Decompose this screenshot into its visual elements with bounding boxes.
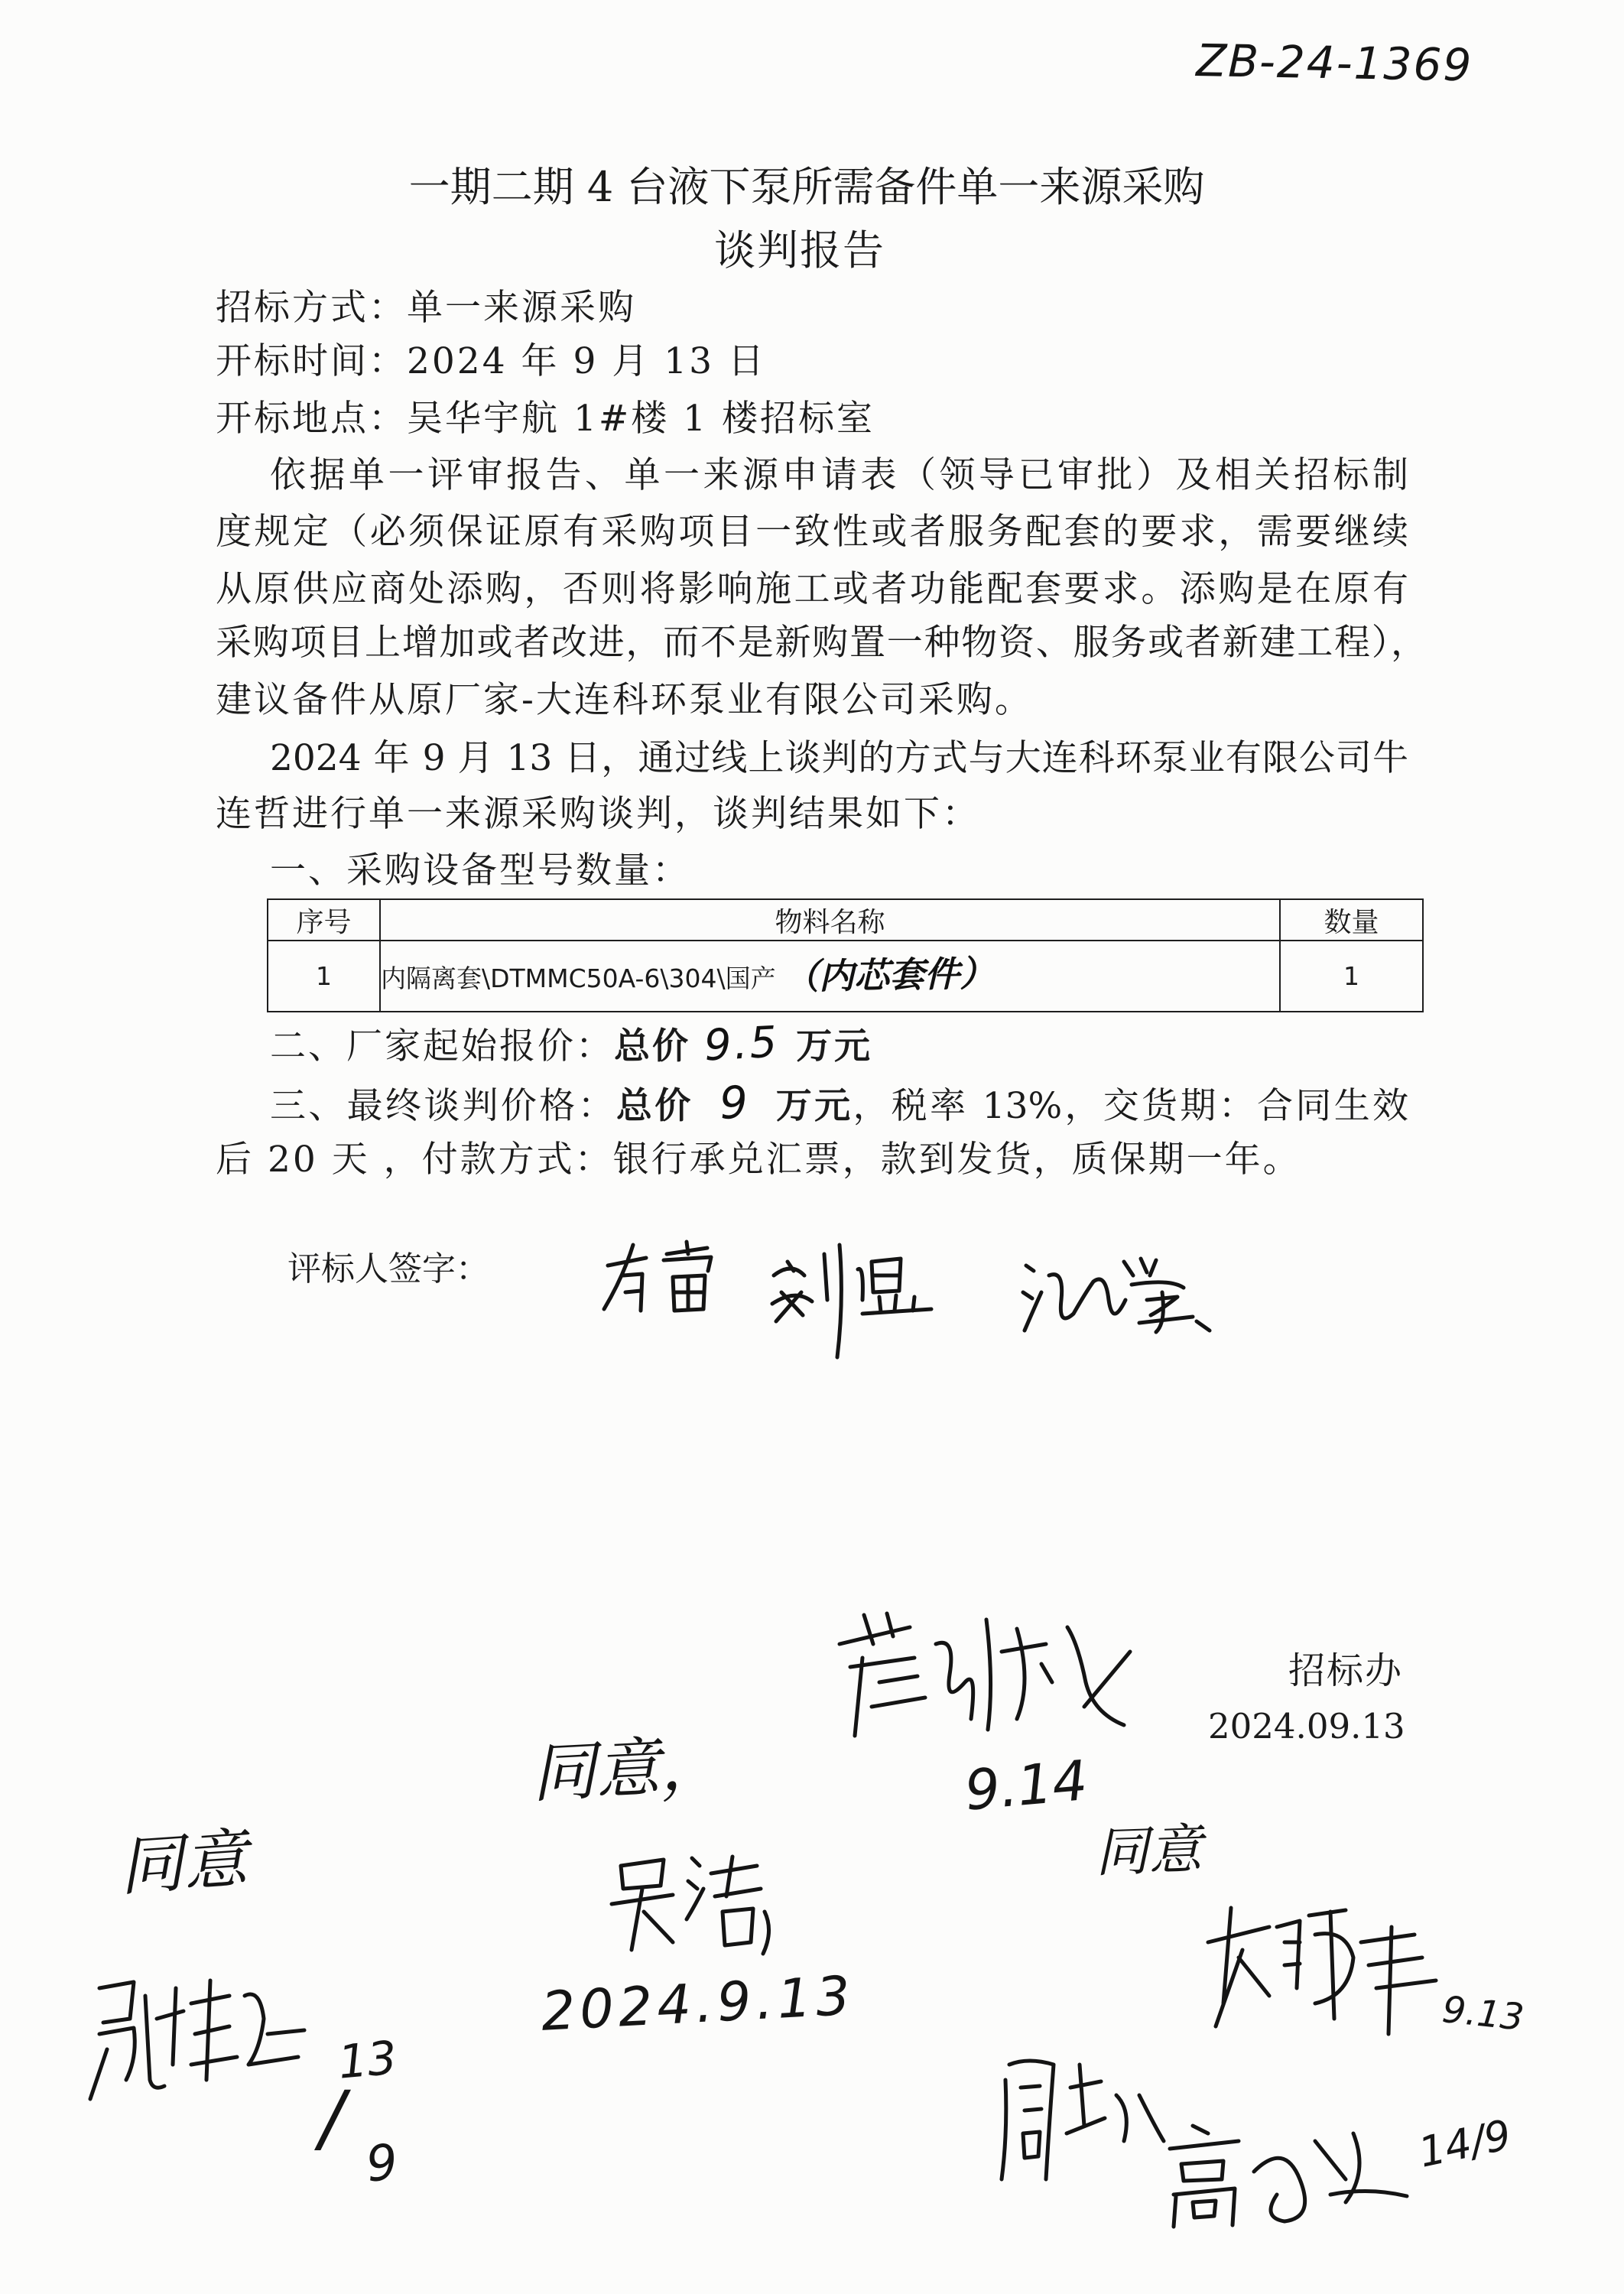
handwritten-date-center: 2024.9.13	[539, 1964, 856, 2043]
info-time-label: 开标时间：	[216, 340, 407, 382]
approval-note-left: 同意	[116, 1821, 250, 1905]
section3-label: 三、最终谈判价格：	[270, 1085, 616, 1127]
evaluators-label: 评标人签字：	[287, 1249, 489, 1288]
basis-line-5: 建议备件从原厂家-大连科环泵业有限公司采购。	[216, 679, 1033, 721]
handwritten-date-bottom-right: 14/9	[1414, 2110, 1515, 2177]
info-method	[216, 285, 636, 331]
evaluator-signature-3	[1023, 1259, 1210, 1332]
row-material-name: 内隔离套\DTMMC50A-6\304\国产	[381, 963, 776, 993]
basis-line-4: 采购项目上增加或者改进，而不是新购置一种物资、服务或者新建工程），	[216, 622, 1427, 664]
basis-line-2: 度规定（必须保证原有采购项目一致性或者服务配套的要求，需要继续	[216, 511, 1408, 553]
section3-total-label: 总价	[615, 1085, 693, 1127]
page-subtitle: 谈判报告	[714, 226, 885, 275]
table-header-row	[268, 899, 1423, 941]
handwritten-date-left-day: 13	[336, 2031, 399, 2090]
row-material-name-cell	[380, 941, 1280, 1012]
approver-signature-right	[1208, 1908, 1436, 2034]
info-method-value: 单一来源采购	[407, 287, 636, 329]
approval-note-right: 同意	[1093, 1818, 1203, 1884]
evaluator-signature-2	[772, 1245, 931, 1357]
approver-signature-center	[612, 1857, 769, 1954]
handwritten-date-right: 9.13	[1440, 1988, 1526, 2039]
table-row	[268, 941, 1423, 1012]
section1-heading: 一、采购设备型号数量：	[270, 850, 690, 892]
section2-label: 二、厂家起始报价：	[270, 1025, 614, 1067]
row-no: 1	[268, 941, 380, 1012]
handwritten-date-left-month: 9	[363, 2133, 401, 2194]
section3-line-2: 后 20 天 ，付款方式：银行承兑汇票，款到发货，质保期一年。	[216, 1139, 1301, 1181]
document-number: ZB-24-1369	[1195, 34, 1473, 92]
approver-signature-top	[840, 1613, 1130, 1736]
header-material-name: 物料名称	[380, 899, 1280, 941]
office-name: 招标办	[1288, 1649, 1404, 1692]
negotiation-line-2: 连哲进行单一来源采购谈判，谈判结果如下：	[216, 793, 980, 835]
approver-signature-bottom-right	[1170, 2126, 1407, 2227]
office-date: 2024.09.13	[1208, 1706, 1405, 1746]
header-quantity: 数量	[1280, 899, 1423, 941]
section2-unit: 万元	[796, 1025, 873, 1067]
negotiation-line-1: 2024 年 9 月 13 日，通过线上谈判的方式与大连科环泵业有限公司牛	[270, 737, 1408, 779]
approver-signature-left	[90, 1980, 304, 2099]
items-table	[267, 898, 1424, 1012]
evaluator-signature-1	[604, 1242, 711, 1311]
info-time-value: 2024 年 9 月 13 日	[407, 340, 767, 382]
row-quantity: 1	[1280, 941, 1423, 1012]
info-time	[216, 339, 766, 385]
basis-line-3: 从原供应商处添购，否则将影响施工或者功能配套要求。添购是在原有	[216, 568, 1408, 610]
section2-total-label: 总价	[614, 1025, 690, 1067]
page-title: 一期二期 4 台液下泵所需备件单一来源采购	[408, 163, 1205, 211]
section2-amount: 9.5	[703, 1017, 781, 1071]
basis-line-1: 依据单一评审报告、单一来源申请表（领导已审批）及相关招标制	[270, 454, 1408, 496]
info-place-value: 吴华宇航 1#楼 1 楼招标室	[407, 398, 875, 440]
section3-amount: 9	[717, 1076, 749, 1129]
section3-terms: ，税率 13%，交货期：合同生效	[853, 1085, 1409, 1127]
row-handwritten-note: （内芯套件）	[783, 952, 996, 998]
handwritten-date-left-sep: /	[320, 2075, 345, 2161]
info-method-label: 招标方式：	[216, 287, 407, 329]
section3-unit: 万元	[773, 1085, 853, 1127]
section3-line-1	[270, 1076, 1409, 1129]
header-no: 序号	[268, 899, 380, 941]
section2-line	[270, 1017, 873, 1071]
handwritten-date-top: 9.14	[962, 1748, 1090, 1823]
approval-note-center: 同意，	[529, 1726, 726, 1811]
approver-signature-bottom	[1002, 2061, 1164, 2179]
info-place-label: 开标地点：	[216, 398, 407, 440]
info-place	[216, 396, 875, 442]
